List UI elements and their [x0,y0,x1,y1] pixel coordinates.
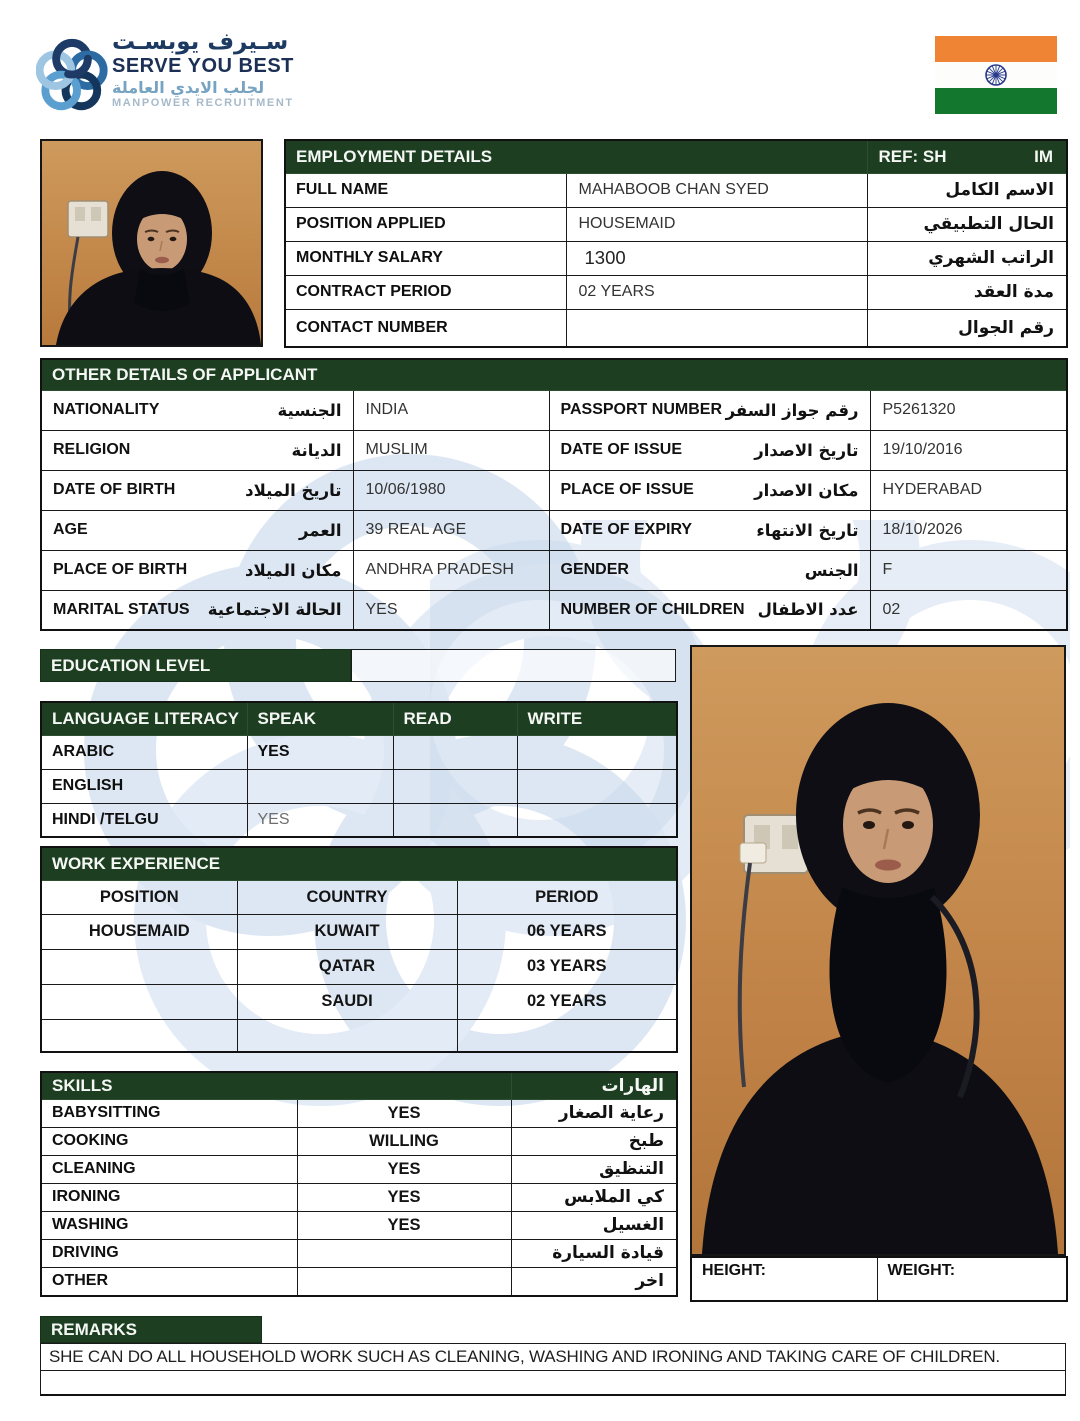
field-label: CONTRACT PERIOD [285,275,566,309]
column-header: COUNTRY [237,880,457,914]
skill-value [297,1267,511,1296]
field-value: MAHABOOB CHAN SYED [566,173,867,207]
field-arabic-label: الحالة الاجتماعية [207,600,342,620]
remarks-empty-row [40,1371,1066,1396]
position-value [41,1019,237,1052]
field-value: 39 REAL AGE [353,510,549,550]
field-label: GENDER [560,561,629,578]
skill-arabic: رعاية الصغار [511,1099,677,1127]
skill-arabic: قيادة السيارة [511,1239,677,1267]
flag-green-band [935,88,1057,114]
position-value: HOUSEMAID [41,914,237,949]
field-value: HYDERABAD [870,470,1067,510]
remarks-section [40,1316,1066,1396]
field-label-dual [549,590,870,630]
period-value [457,1019,677,1052]
field-label-dual [549,390,870,430]
skill-label: CLEANING [41,1155,297,1183]
skill-value: YES [297,1155,511,1183]
logo-knot-icon [36,34,108,118]
skill-arabic: كي الملابس [511,1183,677,1211]
field-value: INDIA [353,390,549,430]
height-cell [691,1257,877,1301]
logo-text-block [112,30,372,110]
language-name: HINDI /TELGU [41,803,247,837]
read-value [393,769,517,803]
field-arabic-label: مكان الميلاد [245,560,342,580]
field-arabic-label: العمر [299,520,342,540]
field-label: PLACE OF BIRTH [53,561,188,578]
field-value: 18/10/2026 [870,510,1067,550]
column-header: POSITION [41,880,237,914]
field-label: DATE OF EXPIRY [560,521,693,538]
field-arabic-label: مدة العقد [867,275,1067,309]
speak-value: YES [247,803,393,837]
skill-arabic: التنظيق [511,1155,677,1183]
field-label-dual [41,470,353,510]
skill-label: BABYSITTING [41,1099,297,1127]
country-value [237,1019,457,1052]
skill-arabic: اخر [511,1267,677,1296]
field-label: NATIONALITY [53,401,160,418]
field-arabic-label: الجنس [804,560,859,580]
skill-value: WILLING [297,1127,511,1155]
field-arabic-label: الراتب الشهري [867,241,1067,275]
skill-label: DRIVING [41,1239,297,1267]
position-value [41,984,237,1019]
column-header: LANGUAGE LITERACY [41,702,247,735]
field-value [566,309,867,347]
work-experience-table [40,846,678,1053]
employment-header: EMPLOYMENT DETAILS [285,140,867,173]
field-label-dual [549,470,870,510]
field-label-dual [549,510,870,550]
read-value [393,735,517,769]
field-label: CONTACT NUMBER [285,309,566,347]
skill-value: YES [297,1211,511,1239]
employment-details-table [284,139,1068,348]
employment-ref-cell [867,140,1067,173]
ref-value: IM [1034,146,1054,166]
field-label-dual [41,510,353,550]
weight-label: WEIGHT: [887,1262,956,1279]
ashoka-chakra-icon [984,63,1008,87]
field-value: P5261320 [870,390,1067,430]
weight-cell [877,1257,1067,1301]
field-label: MONTHLY SALARY [285,241,566,275]
field-value: 10/06/1980 [353,470,549,510]
work-experience-header: WORK EXPERIENCE [41,847,677,880]
speak-value [247,769,393,803]
logo-arabic-subtitle: لجلب الايدي العاملة [112,78,265,98]
field-value: 19/10/2016 [870,430,1067,470]
read-value [393,803,517,837]
field-arabic-label: عدد الاطفال [757,600,859,620]
skill-arabic: طبخ [511,1127,677,1155]
field-arabic-label: تاريخ الميلاد [245,480,342,500]
position-value [41,949,237,984]
field-label-dual [549,430,870,470]
country-value: KUWAIT [237,914,457,949]
skills-table [40,1071,678,1297]
field-label: MARITAL STATUS [53,600,190,618]
field-arabic-label: الاسم الكامل [867,173,1067,207]
speak-value: YES [247,735,393,769]
column-header: READ [393,702,517,735]
flag-white-band [935,62,1057,88]
field-value: ANDHRA PRADESH [353,550,549,590]
skill-label: WASHING [41,1211,297,1239]
write-value [517,803,677,837]
skills-header: SKILLS [41,1072,511,1099]
field-arabic-label: الديانة [291,440,342,460]
field-value: YES [353,590,549,630]
column-header: WRITE [517,702,677,735]
field-label: PLACE OF ISSUE [560,481,694,498]
field-label-dual [41,550,353,590]
field-label: NUMBER OF CHILDREN [560,600,745,618]
field-arabic-label: تاريخ الاصدار [754,440,859,460]
field-arabic-label: تاريخ الانتهاء [756,520,859,540]
applicant-photo-small [40,139,263,347]
field-arabic-label: مكان الاصدار [754,480,859,500]
skill-value [297,1239,511,1267]
field-label-dual [41,590,353,630]
field-value: HOUSEMAID [566,207,867,241]
flag-saffron-band [935,36,1057,62]
education-level-header: EDUCATION LEVEL [40,649,351,682]
skill-value: YES [297,1099,511,1127]
skill-label: COOKING [41,1127,297,1155]
field-arabic-label: رقم جواز السفر [725,400,859,420]
skill-value: YES [297,1183,511,1211]
write-value [517,735,677,769]
remarks-header: REMARKS [40,1316,262,1343]
language-name: ARABIC [41,735,247,769]
remarks-text: SHE CAN DO ALL HOUSEHOLD WORK SUCH AS CLEANING, WASHING AND IRONING AND TAKING CARE OF CHILDREN. [40,1343,1066,1371]
salary-value: 1300 [579,246,652,269]
other-details-table [40,358,1068,631]
language-name: ENGLISH [41,769,247,803]
field-arabic-label: الجنسية [277,400,342,420]
other-details-header: OTHER DETAILS OF APPLICANT [41,359,1067,390]
field-label-dual [41,430,353,470]
field-value: MUSLIM [353,430,549,470]
period-value: 02 YEARS [457,984,677,1019]
india-flag-icon [935,36,1057,114]
education-level-value [351,649,676,682]
field-arabic-label: رقم الجوال [867,309,1067,347]
ref-label: REF: SH [878,146,947,166]
period-value: 06 YEARS [457,914,677,949]
field-label: POSITION APPLIED [285,207,566,241]
field-value [566,241,867,275]
field-label: DATE OF BIRTH [53,481,176,498]
field-label: FULL NAME [285,173,566,207]
column-header: PERIOD [457,880,677,914]
logo-subtitle: MANPOWER RECRUITMENT [112,96,294,109]
logo-title: SERVE YOU BEST [112,54,294,77]
field-label: RELIGION [53,441,131,458]
logo-arabic-title: سـيرف يوبسـت [112,29,289,55]
height-label: HEIGHT: [702,1262,766,1279]
country-value: SAUDI [237,984,457,1019]
field-label: DATE OF ISSUE [560,441,682,458]
language-literacy-table [40,701,678,838]
field-label-dual [549,550,870,590]
skill-label: IRONING [41,1183,297,1211]
column-header: SPEAK [247,702,393,735]
skill-label: OTHER [41,1267,297,1296]
measurements-table [690,1256,1068,1302]
period-value: 03 YEARS [457,949,677,984]
field-value: 02 [870,590,1067,630]
field-arabic-label: الحال التطبيقي [867,207,1067,241]
write-value [517,769,677,803]
applicant-photo-large [690,645,1066,1256]
field-value: 02 YEARS [566,275,867,309]
field-value: F [870,550,1067,590]
country-value: QATAR [237,949,457,984]
skill-arabic: الغسيل [511,1211,677,1239]
field-label-dual [41,390,353,430]
field-label: AGE [53,521,88,538]
field-label: PASSPORT NUMBER [560,401,722,418]
skills-header-arabic: الهارات [511,1072,677,1099]
